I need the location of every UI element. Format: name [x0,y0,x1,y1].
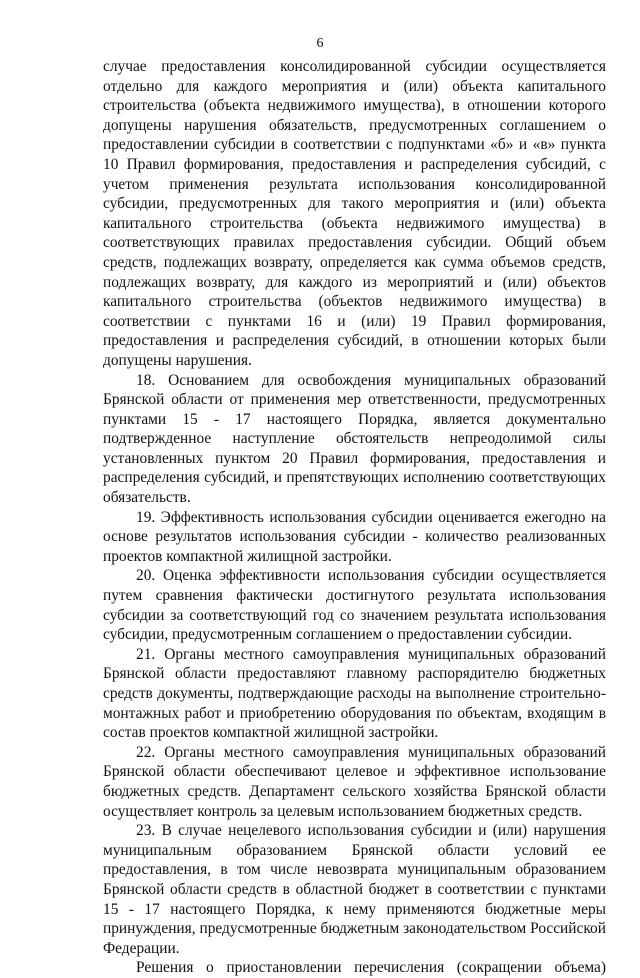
paragraph-continuation: случае предоставления консолидированной субсидии осуществляется отдельно для каждого мероприятия и (или) объекта капитального строительства (объекта недвижимого имущества), в отношении которого допущены нарушения обязательств, предусмотренных соглашением о предоставлении субсидии в соответствии с подпунктами «б» и «в» пункта 10 Правил формирования, предоставления и распределения субсидий, с учетом применения результата использования консолидированной субсидии, предусмотренных для такого мероприятия и (или) объекта капитального строительства (объекта недвижимого имущества) в соответствующих правилах предоставления субсидии. Общий объем средств, подлежащих возврату, определяется как сумма объемов средств, подлежащих возврату, для каждого из мероприятий и (или) объектов капитального строительства (объектов недвижимого имущества) в соответствии с пунктами 16 и (или) 19 Правил формирования, предоставления и распределения субсидий, в отношении которых были допущены нарушения. [103,58,606,369]
page-number: 6 [316,36,324,51]
paragraph-decisions: Решения о приостановлении перечисления (сокращении объема) [136,959,606,977]
paragraph-23: 23. В случае нецелевого использования субсидии и (или) нарушения муниципальным образованием Брянской области условий ее предоставления, в том числе невозврата муниципальным образованием Брянской области средств в областной бюджет в соответствии с пунктами 15 - 17 настоящего Порядка, к нему применяются бюджетные меры принуждения, предусмотренные бюджетным законодательством Российской Федерации. [103,822,606,957]
paragraph-20: 20. Оценка эффективности использования субсидии осуществляется путем сравнения фактически достигнутого результата использования субсидии за соответствующий год со значением результата использования субсидии, предусмотренным соглашением о предоставлении субсидии. [103,567,606,644]
paragraph-19: 19. Эффективность использования субсидии оценивается ежегодно на основе результатов использования субсидии - количество реализованных проектов компактной жилищной застройки. [103,508,606,565]
paragraph-21: 21. Органы местного самоуправления муниципальных образований Брянской области предоставляют главному распорядителю бюджетных средств документы, подтверждающие расходы на выполнение строительно-монтажных работ и приобретению оборудования по объектам, входящим в состав проектов компактной жилищной застройки. [103,645,606,742]
document-body [103,57,606,978]
paragraph-22: 22. Органы местного самоуправления муниципальных образований Брянской области обеспечивают целевое и эффективное использование бюджетных средств. Департамент сельского хозяйства Брянской области осуществляет контроль за целевым использованием бюджетных средств. [103,743,606,820]
paragraph-18: 18. Основанием для освобождения муниципальных образований Брянской области от применения мер ответственности, предусмотренных пунктами 15 - 17 настоящего Порядка, является документально подтвержденное наступление обстоятельств непреодолимой силы установленных пунктом 20 Правил формирования, предоставления и распределения субсидий, и препятствующих исполнению соответствующих обязательств. [103,371,606,507]
